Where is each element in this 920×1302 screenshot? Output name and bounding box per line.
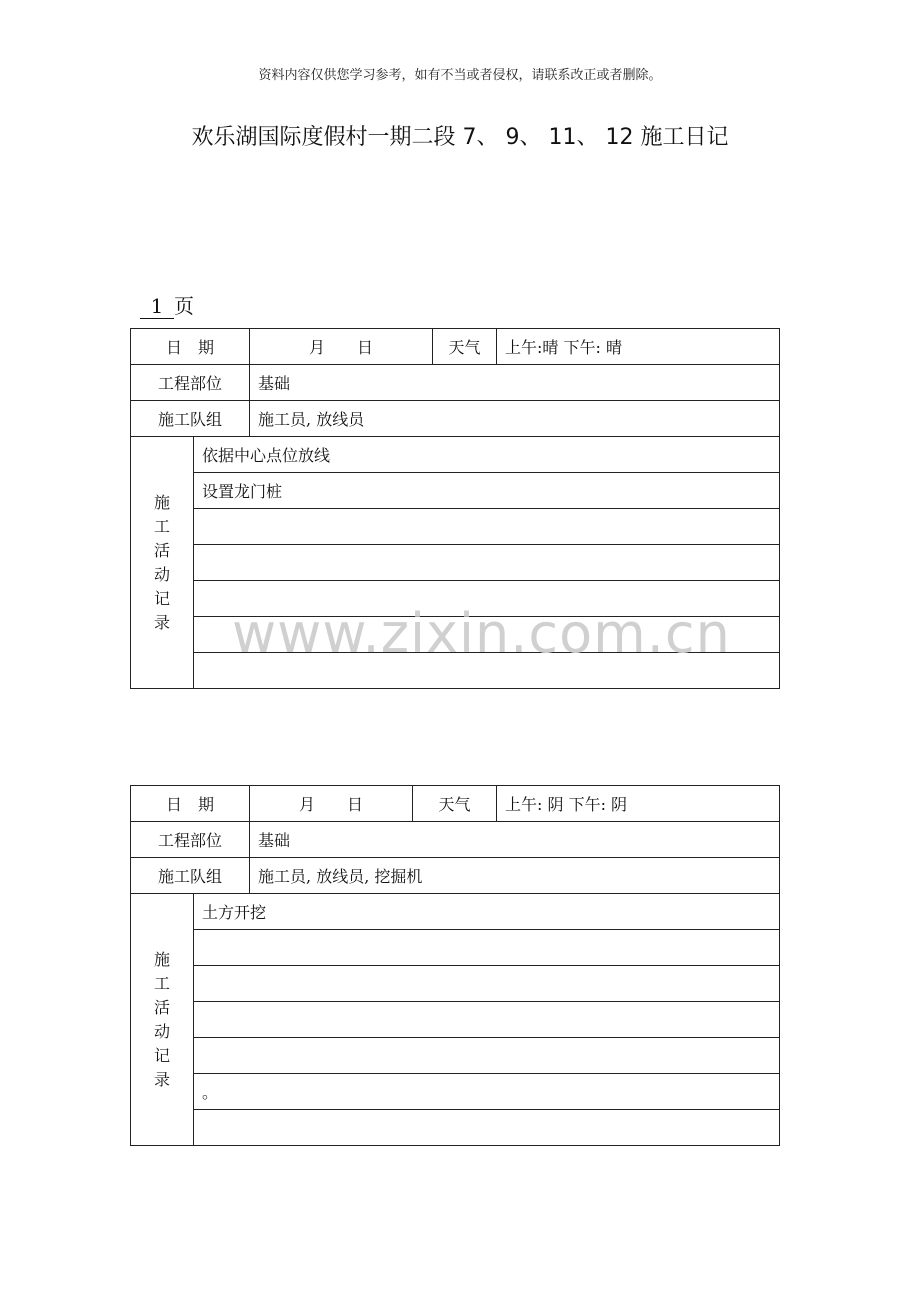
activity-entry (194, 966, 780, 1002)
date-label: 日 期 (131, 786, 250, 822)
activity-label-char: 施 (153, 492, 170, 512)
watermark-text: www.zixin.com.cn (232, 602, 731, 665)
activity-label-char: 动 (153, 1021, 170, 1041)
activity-section-label (131, 437, 194, 689)
activity-entry (194, 509, 780, 545)
activity-entry: 。 (194, 1074, 780, 1110)
activity-label-char: 工 (153, 973, 170, 993)
activity-entry (194, 1110, 780, 1146)
location-value: 基础 (250, 365, 780, 401)
activity-row (131, 545, 780, 581)
weather-value: 上午: 阴 下午: 阴 (497, 786, 780, 822)
date-row (131, 329, 780, 365)
activity-row (131, 1074, 780, 1110)
team-row (131, 858, 780, 894)
activity-label-char: 记 (153, 588, 170, 608)
weather-value: 上午:晴 下午: 晴 (497, 329, 780, 365)
activity-entry: 土方开挖 (194, 894, 780, 930)
activity-row (131, 894, 780, 930)
team-value: 施工员, 放线员 (250, 401, 780, 437)
activity-row (131, 966, 780, 1002)
date-value: 月 日 (250, 329, 433, 365)
activity-label-char: 录 (153, 1069, 170, 1089)
activity-row (131, 509, 780, 545)
team-label: 施工队组 (131, 401, 250, 437)
activity-row (131, 1038, 780, 1074)
activity-label-char: 活 (153, 540, 170, 560)
page-number (140, 290, 194, 319)
activity-entry (194, 1002, 780, 1038)
activity-label-char: 工 (153, 516, 170, 536)
activity-row (131, 473, 780, 509)
team-row (131, 401, 780, 437)
activity-entry: 设置龙门桩 (194, 473, 780, 509)
activity-label-char: 录 (153, 612, 170, 632)
location-row (131, 822, 780, 858)
activity-entry (194, 1038, 780, 1074)
page-number-value: 1 (140, 294, 174, 319)
location-row (131, 365, 780, 401)
activity-label-char: 活 (153, 997, 170, 1017)
date-value: 月 日 (250, 786, 413, 822)
date-label: 日 期 (131, 329, 250, 365)
activity-label-char: 记 (153, 1045, 170, 1065)
diary-table-2 (130, 785, 780, 1146)
activity-label-char: 施 (153, 949, 170, 969)
activity-row (131, 1110, 780, 1146)
activity-section-label (131, 894, 194, 1146)
location-value: 基础 (250, 822, 780, 858)
date-row (131, 786, 780, 822)
activity-entry (194, 930, 780, 966)
activity-entry (194, 545, 780, 581)
weather-label: 天气 (413, 786, 497, 822)
activity-row (131, 930, 780, 966)
location-label: 工程部位 (131, 365, 250, 401)
activity-label-char: 动 (153, 564, 170, 584)
weather-label: 天气 (433, 329, 497, 365)
team-label: 施工队组 (131, 858, 250, 894)
activity-row (131, 437, 780, 473)
document-title: 欢乐湖国际度假村一期二段 7、 9、 11、 12 施工日记 (191, 125, 729, 150)
page-number-suffix: 页 (174, 294, 194, 318)
location-label: 工程部位 (131, 822, 250, 858)
disclaimer-header: 资料内容仅供您学习参考，如有不当或者侵权，请联系改正或者删除。 (258, 68, 662, 83)
activity-row (131, 1002, 780, 1038)
team-value: 施工员, 放线员, 挖掘机 (250, 858, 780, 894)
activity-entry: 依据中心点位放线 (194, 437, 780, 473)
